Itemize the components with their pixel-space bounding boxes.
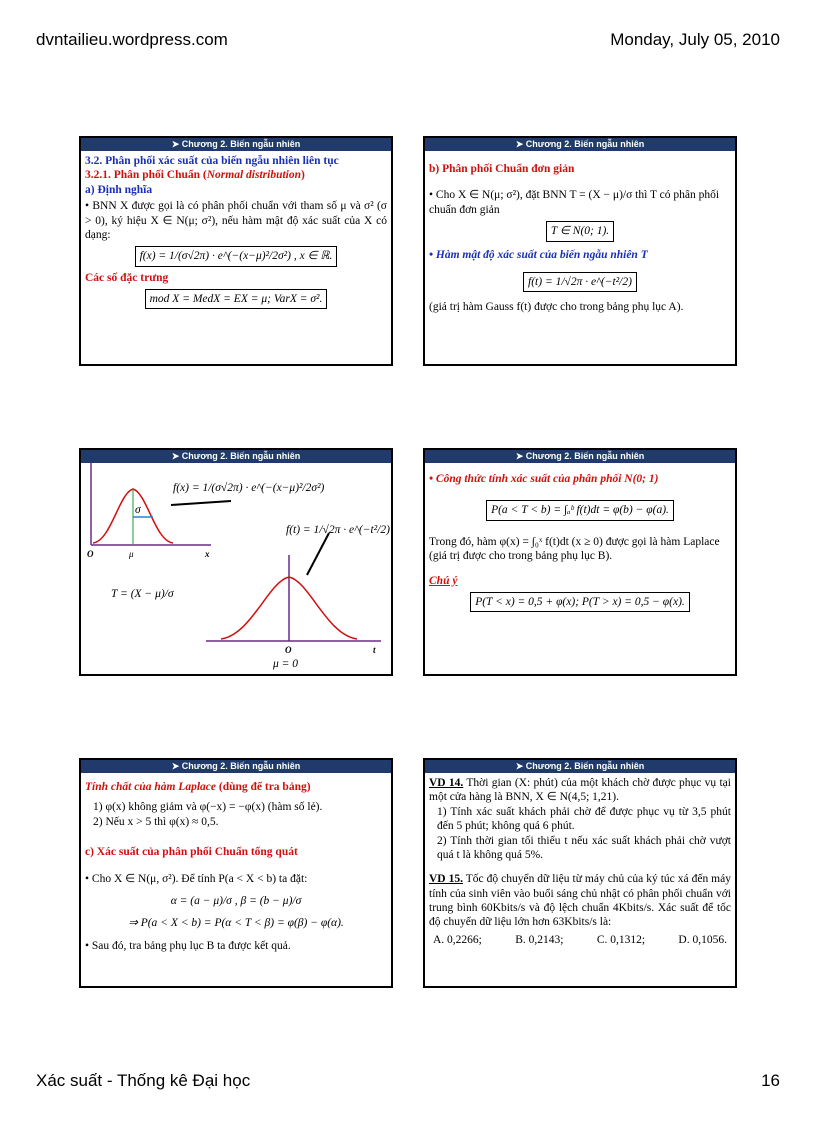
example-14: VD 14. Thời gian (X: phút) của một khách chờ được phục vụ tại một cửa hàng là BNN, X ∈ N(4,5; 1,21). [429, 777, 731, 804]
slide-1 [79, 136, 393, 366]
slide-2 [423, 136, 737, 366]
site-url: dvntailieu.wordpress.com [36, 30, 228, 49]
example-15: VD 15. Tốc độ chuyển dữ liệu từ máy chủ của ký túc xá đến máy tính của sinh viên vào buổi sáng chủ nhật có phân phối chuẩn với trung bình 60Kbits/s và độ lệch chuẩn 4Kbits/s. Xác suất để tốc độ chuyển dữ liệu lớn hơn 63Kbits/s là: [429, 873, 731, 929]
definition-heading: a) Định nghĩa [85, 183, 153, 196]
density-t-formula: f(t) = 1/√2π · e^(−t²/2) [286, 524, 390, 536]
slide-5 [79, 758, 393, 988]
section-heading: 3.2. Phân phối xác suất của biến ngẫu nhiên liên tục [85, 155, 339, 167]
page-number: 16 [761, 1071, 780, 1090]
density-x-formula: f(x) = 1/(σ√2π) · e^(−(x−μ)²/2σ²) [173, 482, 325, 494]
definition-text: • BNN X được gọi là có phân phối chuẩn với tham số μ và σ² (σ > 0), ký hiệu X ∈ N(μ; σ²), nếu hàm mật độ xác suất của X có dạng: [85, 199, 387, 242]
option-a: A. 0,2266; [433, 933, 482, 946]
standard-normal-heading: b) Phân phối Chuẩn đơn giản [429, 163, 575, 175]
slide-title-bar: ➤ Chương 2. Biến ngẫu nhiên [425, 450, 735, 463]
example-14-question-2: 2) Tính thời gian tối thiểu t nếu xác suất khách phải chờ vượt quá t là không quá 5%. [437, 834, 731, 861]
note-formula: P(T < x) = 0,5 + φ(x); P(T > x) = 0,5 − φ(x). [470, 592, 690, 612]
t-axis-label: t [373, 645, 376, 655]
origin-label-2: O [285, 645, 292, 655]
mu-zero-label: μ = 0 [273, 658, 299, 670]
probability-formula: P(a < T < b) = ∫ₐᵇ f(t)dt = φ(b) − φ(a). [486, 500, 674, 520]
slide-title-bar: ➤ Chương 2. Biến ngẫu nhiên [81, 450, 391, 463]
table-lookup-text: • Sau đó, tra bảng phụ lục B ta được kết quả. [85, 939, 387, 953]
answer-options [429, 933, 731, 947]
option-c: C. 0,1312; [596, 933, 646, 946]
general-probability-formula: ⇒ P(a < X < b) = P(α < T < β) = φ(β) − φ(α). [128, 917, 344, 930]
slide-6 [423, 758, 737, 988]
header-date: Monday, July 05, 2010 [610, 30, 780, 49]
laplace-definition: Trong đó, hàm φ(x) = ∫₀ˣ f(t)dt (x ≥ 0) được gọi là hàm Laplace (giá trị được cho trong bảng phụ lục B). [429, 535, 720, 563]
characteristics-heading: Các số đặc trưng [85, 271, 169, 284]
alpha-beta-formula: α = (a − μ)/σ , β = (b − μ)/σ [170, 894, 302, 907]
density-t-heading: • Hàm mật độ xác suất của biến ngẫu nhiên T [429, 248, 731, 262]
density-formula: f(x) = 1/(σ√2π) · e^(−(x−μ)²/2σ²) , x ∈ ℝ. [135, 246, 338, 266]
standardization-text: • Cho X ∈ N(μ; σ²), đặt BNN T = (X − μ)/σ thì T có phân phối chuẩn đơn giản [429, 188, 731, 217]
probability-formula-heading: • Công thức tính xác suất của phân phối N(0; 1) [429, 472, 731, 486]
x-axis-label: x [205, 549, 210, 559]
slide-4 [423, 448, 737, 676]
note-heading: Chú ý [429, 574, 458, 587]
slide-3 [79, 448, 393, 676]
slide-title-bar: ➤ Chương 2. Biến ngẫu nhiên [425, 138, 735, 151]
example-14-question-1: 1) Tính xác suất khách phải chờ để được phục vụ từ 3,5 phút đến 5 phút; không quá 6 phút. [437, 805, 731, 833]
sigma-label: σ [135, 504, 141, 516]
slide-title-bar: ➤ Chương 2. Biến ngẫu nhiên [425, 760, 735, 773]
property-2: 2) Nếu x > 5 thì φ(x) ≈ 0,5. [93, 815, 219, 828]
option-d: D. 0,1056. [678, 933, 727, 946]
subsection-heading: 3.2.1. Phân phối Chuẩn (Normal distribution) [85, 169, 305, 182]
property-1: 1) φ(x) không giảm và φ(−x) = −φ(x) (hàm số lẻ). [93, 801, 323, 814]
footer-title: Xác suất - Thống kê Đại học [36, 1071, 251, 1090]
gauss-table-note: (giá trị hàm Gauss f(t) được cho trong bảng phụ lục A). [429, 301, 684, 314]
general-normal-text: • Cho X ∈ N(μ, σ²). Để tính P(a < X < b) ta đặt: [85, 872, 387, 886]
slide-title-bar: ➤ Chương 2. Biến ngẫu nhiên [81, 760, 391, 773]
gauss-formula: f(t) = 1/√2π · e^(−t²/2) [523, 272, 637, 292]
standardization-formula: T = (X − μ)/σ [111, 588, 174, 600]
slide-title-bar: ➤ Chương 2. Biến ngẫu nhiên [81, 138, 391, 151]
characteristics-formula: mod X = MedX = EX = μ; VarX = σ². [145, 289, 328, 309]
option-b: B. 0,2143; [515, 933, 564, 946]
origin-label: O [87, 549, 94, 559]
laplace-properties-heading: Tính chất của hàm Laplace (dùng để tra bảng) [85, 781, 311, 793]
standard-normal-box: T ∈ N(0; 1). [546, 221, 614, 241]
general-normal-heading: c) Xác suất của phân phối Chuẩn tổng quát [85, 846, 298, 859]
mu-label: μ [129, 549, 134, 559]
